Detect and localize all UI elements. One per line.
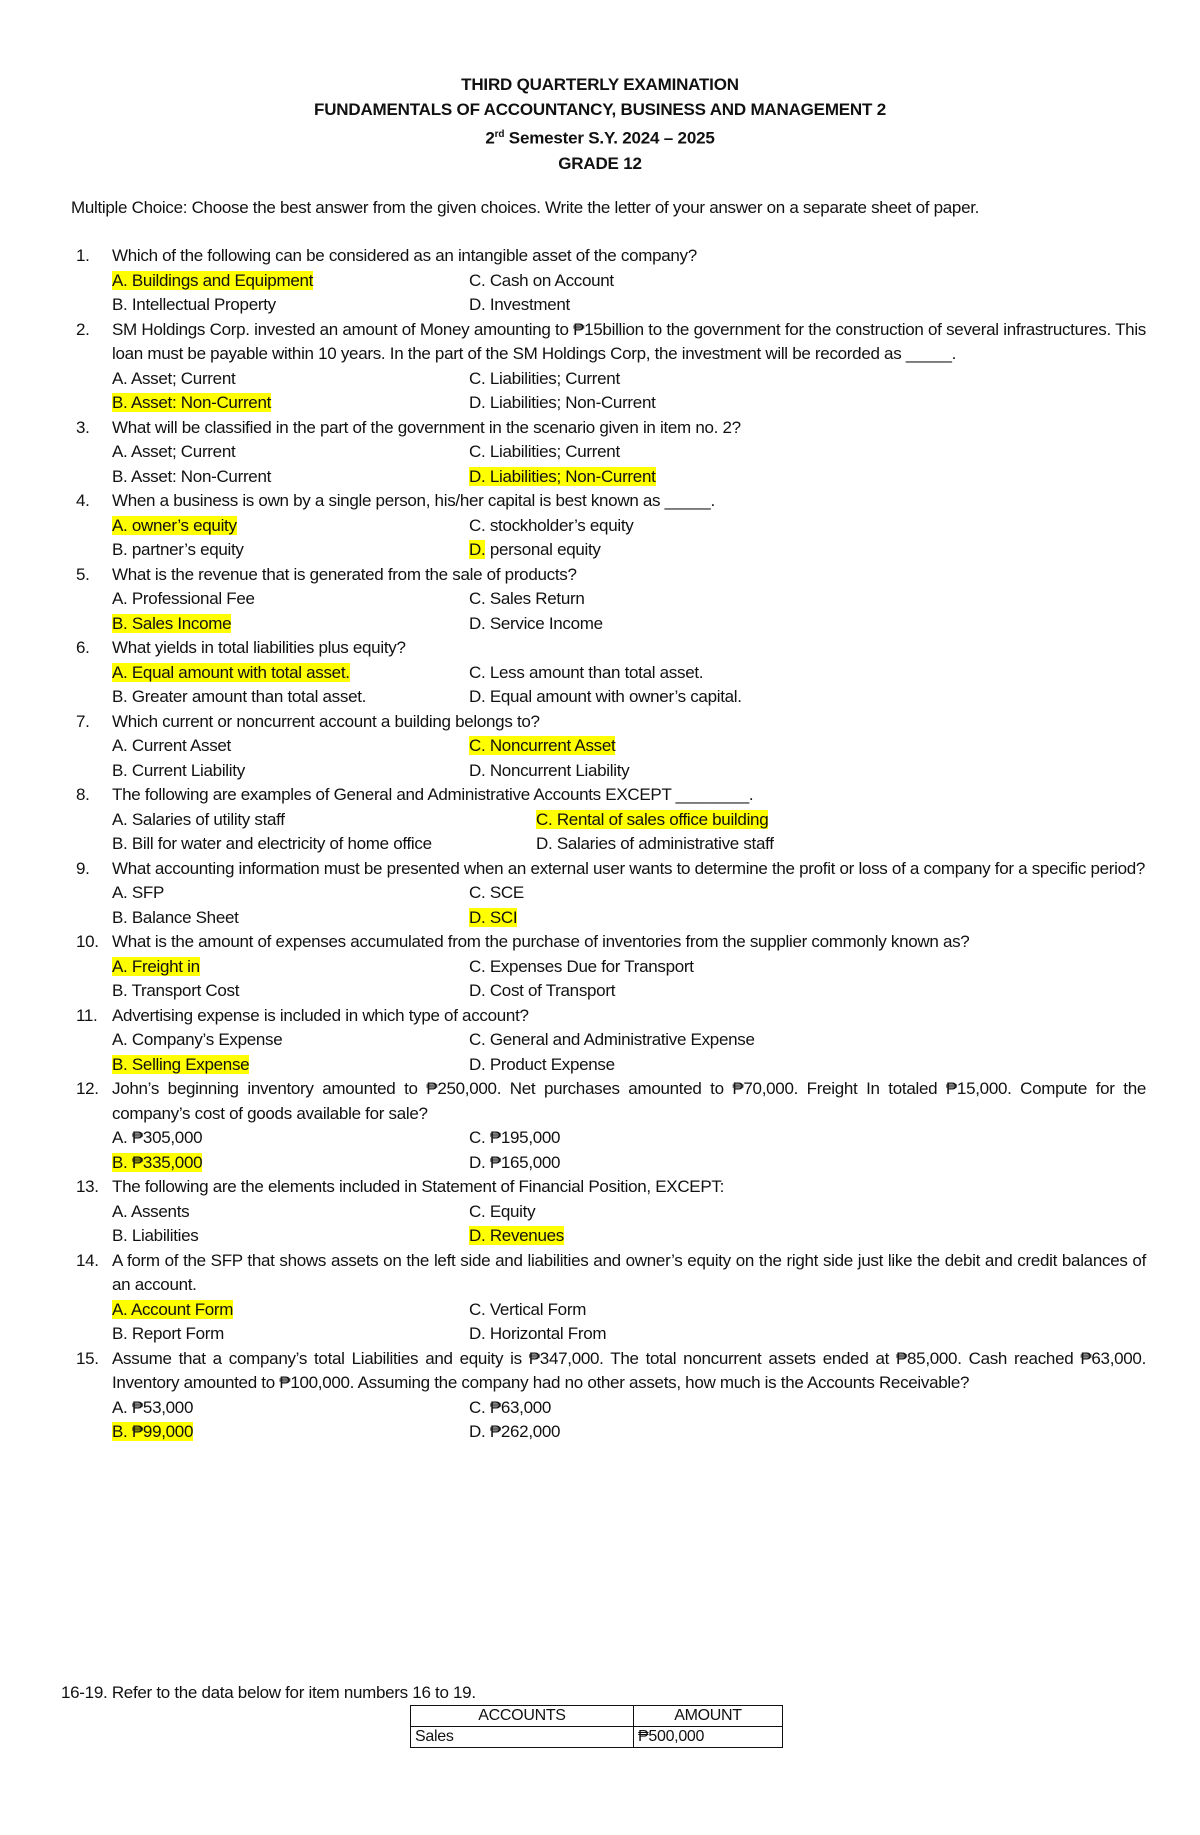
- answer-text: C. Cash on Account: [469, 270, 614, 290]
- answer-text: D. Noncurrent Liability: [469, 760, 630, 780]
- highlighted-answer: B. Asset: Non-Current: [112, 393, 272, 412]
- answer-choice: [469, 587, 1146, 612]
- question-number: 5.: [76, 564, 90, 584]
- answer-choice: [469, 1028, 1146, 1053]
- highlighted-answer: D. SCI: [469, 907, 518, 927]
- answer-choice: [112, 367, 469, 392]
- answer-text: C. stockholder’s equity: [469, 515, 634, 535]
- question-item: [66, 857, 1146, 931]
- answer-text: D. Service Income: [469, 613, 603, 633]
- answer-choice: [469, 685, 1146, 710]
- semester-ordinal: rd: [494, 129, 505, 140]
- answer-text: C. Liabilities; Current: [469, 442, 620, 461]
- answer-choices: [112, 440, 1146, 489]
- question-item: [66, 930, 1146, 1004]
- question-number: 15.: [76, 1348, 99, 1368]
- answer-text: B. Asset: Non-Current: [112, 466, 272, 486]
- question-text: A form of the SFP that shows assets on the left side and liabilities and owner’s equity on the right side just like the debit and credit balances of an account.: [112, 1250, 1146, 1294]
- question-text: Which current or noncurrent account a building belongs to?: [112, 711, 540, 731]
- answer-text: C. Sales Return: [469, 589, 585, 608]
- answer-choice: [469, 1224, 1146, 1249]
- answer-choice: [112, 465, 469, 490]
- answer-choice: [112, 832, 536, 857]
- question-text: What will be classified in the part of the government in the scenario given in item no. 2?: [112, 417, 741, 437]
- question-item: [66, 244, 1146, 318]
- answer-choice: [469, 1298, 1146, 1323]
- answer-text: A. Professional Fee: [112, 589, 255, 608]
- question-number: 4.: [76, 491, 90, 510]
- answer-choice: [469, 955, 1146, 980]
- question-list: [66, 244, 1146, 1445]
- answer-choice: [112, 514, 469, 539]
- question-number: 6.: [76, 638, 90, 657]
- answer-text: B. partner’s equity: [112, 540, 244, 559]
- answer-choices: [112, 1396, 1146, 1445]
- answer-choice: [469, 465, 1146, 490]
- answer-choices: [112, 367, 1146, 416]
- answer-text: A. ₱53,000: [112, 1397, 194, 1417]
- answer-text: C. SCE: [469, 883, 524, 902]
- question-text: What is the revenue that is generated from the sale of products?: [112, 564, 577, 584]
- answer-choice: [469, 440, 1146, 465]
- table-cell-account: Sales: [411, 1727, 634, 1748]
- semester-number: 2: [485, 128, 495, 148]
- answer-choice: [112, 661, 469, 686]
- answer-choice: [112, 1224, 469, 1249]
- answer-text: D. Investment: [469, 295, 570, 314]
- answer-choice: [536, 832, 1146, 857]
- subject-title: FUNDAMENTALS OF ACCOUNTANCY, BUSINESS AND MANAGEMENT 2: [314, 100, 886, 119]
- answer-choice: [536, 808, 1146, 833]
- column-header-amount: AMOUNT: [634, 1706, 783, 1727]
- answer-choices: [112, 1298, 1146, 1347]
- answer-choice: [112, 538, 469, 563]
- question-text: The following are the elements included in Statement of Financial Position, EXCEPT:: [112, 1177, 724, 1196]
- answer-choice: [469, 1126, 1146, 1151]
- answer-choice: [469, 1322, 1146, 1347]
- answer-text: D. Liabilities; Non-Current: [469, 393, 656, 412]
- answer-choice: [112, 1396, 469, 1421]
- answer-text: C. Vertical Form: [469, 1299, 587, 1319]
- answer-choices: [112, 808, 1146, 857]
- table-cell-amount: ₱500,000: [634, 1727, 783, 1748]
- answer-choice: [112, 269, 469, 294]
- question-text: Assume that a company’s total Liabilities and equity is ₱347,000. The total noncurrent assets ended at ₱85,000. Cash reached ₱63,000. Inventory amounted to ₱100,000. Assuming the company had no other assets, how much is the Accounts Receivable?: [112, 1348, 1146, 1392]
- question-text: The following are examples of General and Administrative Accounts EXCEPT ________.: [112, 785, 754, 804]
- answer-text-rest: personal equity: [485, 540, 601, 559]
- answer-text: B. Transport Cost: [112, 981, 240, 1000]
- answer-choices: [112, 734, 1146, 783]
- question-number: 14.: [76, 1250, 99, 1270]
- answer-text: C. Expenses Due for Transport: [469, 956, 694, 976]
- answer-text: A. Current Asset: [112, 736, 231, 755]
- answer-choice: [112, 759, 469, 784]
- question-item: [66, 563, 1146, 637]
- question-item: [66, 1004, 1146, 1078]
- highlighted-answer: D. Liabilities; Non-Current: [469, 466, 656, 486]
- answer-choice: [112, 808, 536, 833]
- answer-choice: [469, 759, 1146, 784]
- answer-text: C. Less amount than total asset.: [469, 662, 704, 682]
- answer-choice: [469, 367, 1146, 392]
- question-text: What yields in total liabilities plus equity?: [112, 638, 406, 657]
- highlighted-answer: A. Account Form: [112, 1299, 234, 1319]
- answer-text: D. ₱165,000: [469, 1152, 561, 1172]
- answer-text: D. Salaries of administrative staff: [536, 834, 774, 853]
- answer-choice: [112, 1151, 469, 1176]
- answer-text: B. Report Form: [112, 1324, 224, 1343]
- highlighted-answer: D. Revenues: [469, 1226, 564, 1245]
- question-item: [66, 416, 1146, 490]
- table-header-row: [411, 1706, 783, 1727]
- answer-text: C. Liabilities; Current: [469, 368, 620, 388]
- answer-choice: [469, 538, 1146, 563]
- question-text: Which of the following can be considered as an intangible asset of the company?: [112, 246, 697, 265]
- question-item: [66, 710, 1146, 784]
- highlighted-letter: D.: [469, 540, 486, 559]
- question-number: 10.: [76, 932, 99, 951]
- answer-choice: [469, 1420, 1146, 1445]
- answer-text: A. Asset; Current: [112, 368, 236, 388]
- answer-text: C. ₱63,000: [469, 1397, 552, 1417]
- question-number: 12.: [76, 1079, 99, 1098]
- question-number: 2.: [76, 319, 90, 339]
- highlighted-answer: A. Buildings and Equipment: [112, 270, 314, 290]
- question-number: 1.: [76, 246, 90, 265]
- question-number: 11.: [76, 1005, 98, 1025]
- highlighted-answer: B. ₱99,000: [112, 1422, 194, 1441]
- answer-choices: [112, 881, 1146, 930]
- answer-text: B. Liabilities: [112, 1226, 199, 1245]
- answer-text: A. ₱305,000: [112, 1128, 203, 1147]
- answer-text: D. ₱262,000: [469, 1422, 561, 1441]
- highlighted-answer: C. Noncurrent Asset: [469, 736, 616, 755]
- semester-school-year: Semester S.Y. 2024 – 2025: [504, 128, 715, 148]
- accounts-table: [410, 1705, 783, 1748]
- answer-choice: [469, 1396, 1146, 1421]
- answer-text: [469, 540, 601, 559]
- answer-choice: [112, 391, 469, 416]
- answer-text: D. Horizontal From: [469, 1324, 607, 1343]
- answer-choices: [112, 955, 1146, 1004]
- question-item: [66, 783, 1146, 857]
- answer-choice: [469, 734, 1146, 759]
- answer-text: C. Equity: [469, 1201, 536, 1221]
- answer-text: C. General and Administrative Expense: [469, 1030, 755, 1049]
- reference-note: 16-19. Refer to the data below for item numbers 16 to 19.: [61, 1683, 476, 1702]
- answer-choice: [469, 1053, 1146, 1078]
- answer-choice: [112, 955, 469, 980]
- highlighted-answer: A. Freight in: [112, 956, 200, 976]
- question-number: 8.: [76, 785, 90, 804]
- answer-choices: [112, 1028, 1146, 1077]
- answer-choice: [469, 1200, 1146, 1225]
- question-text: When a business is own by a single person, his/her capital is best known as _____.: [112, 491, 715, 510]
- answer-choice: [469, 979, 1146, 1004]
- answer-choices: [112, 514, 1146, 563]
- question-text: What is the amount of expenses accumulated from the purchase of inventories from the supplier commonly known as?: [112, 932, 970, 951]
- answer-choice: [112, 1126, 469, 1151]
- answer-text: A. Assents: [112, 1201, 190, 1221]
- answer-choice: [112, 1322, 469, 1347]
- answer-choices: [112, 587, 1146, 636]
- answer-choices: [112, 1200, 1146, 1249]
- answer-choice: [112, 906, 469, 931]
- answer-text: A. SFP: [112, 883, 165, 902]
- answer-choice: [112, 293, 469, 318]
- answer-choice: [112, 685, 469, 710]
- answer-choice: [112, 881, 469, 906]
- question-text: Advertising expense is included in which type of account?: [112, 1005, 529, 1025]
- question-number: 3.: [76, 417, 90, 437]
- answer-choice: [469, 612, 1146, 637]
- answer-text: B. Current Liability: [112, 760, 245, 780]
- answer-choices: [112, 269, 1146, 318]
- question-item: [66, 1249, 1146, 1347]
- answer-choice: [469, 269, 1146, 294]
- answer-text: D. Product Expense: [469, 1054, 615, 1074]
- answer-text: A. Salaries of utility staff: [112, 809, 285, 829]
- highlighted-answer: B. Selling Expense: [112, 1054, 250, 1074]
- answer-choice: [112, 1028, 469, 1053]
- table-row: [411, 1727, 783, 1748]
- answer-choice: [469, 906, 1146, 931]
- question-text: John’s beginning inventory amounted to ₱250,000. Net purchases amounted to ₱70,000. Freight In totaled ₱15,000. Compute for the company’s cost of goods available for sale?: [112, 1079, 1146, 1123]
- answer-choice: [469, 881, 1146, 906]
- question-text: What accounting information must be presented when an external user wants to determine the profit or loss of a company for a specific period?: [112, 858, 1146, 878]
- highlighted-answer: A. Equal amount with total asset.: [112, 662, 350, 682]
- answer-choice: [112, 1420, 469, 1445]
- answer-choice: [112, 587, 469, 612]
- semester-line: [0, 122, 1200, 151]
- answer-choice: [112, 440, 469, 465]
- answer-choice: [112, 979, 469, 1004]
- answer-choice: [112, 1200, 469, 1225]
- highlighted-answer: B. Sales Income: [112, 613, 232, 633]
- question-number: 7.: [76, 711, 90, 731]
- question-item: [66, 1077, 1146, 1175]
- answer-text: A. Asset; Current: [112, 442, 236, 461]
- question-item: [66, 1347, 1146, 1445]
- question-number: 9.: [76, 858, 90, 878]
- question-item: [66, 318, 1146, 416]
- instructions: Multiple Choice: Choose the best answer from the given choices. Write the letter of your answer on a separate sheet of paper.: [71, 198, 980, 217]
- answer-text: D. Equal amount with owner’s capital.: [469, 687, 742, 706]
- answer-choice: [469, 514, 1146, 539]
- question-text: SM Holdings Corp. invested an amount of Money amounting to ₱15billion to the government for the construction of several infrastructures. This loan must be payable within 10 years. In the part of the SM Holdings Corp, the investment will be recorded as _____.: [112, 319, 1146, 363]
- highlighted-answer: B. ₱335,000: [112, 1152, 203, 1172]
- answer-text: D. Cost of Transport: [469, 981, 616, 1000]
- highlighted-answer: C. Rental of sales office building: [536, 809, 769, 829]
- answer-choice: [112, 1298, 469, 1323]
- answer-text: B. Balance Sheet: [112, 907, 239, 927]
- answer-choice: [469, 1151, 1146, 1176]
- answer-choice: [469, 391, 1146, 416]
- answer-choice: [469, 293, 1146, 318]
- question-number: 13.: [76, 1177, 99, 1196]
- answer-choice: [112, 734, 469, 759]
- exam-title: THIRD QUARTERLY EXAMINATION: [461, 75, 739, 94]
- question-item: [66, 1175, 1146, 1249]
- highlighted-answer: A. owner’s equity: [112, 515, 237, 535]
- column-header-accounts: ACCOUNTS: [411, 1706, 634, 1727]
- exam-header: [0, 72, 1200, 176]
- answer-text: B. Greater amount than total asset.: [112, 687, 367, 706]
- answer-choice: [112, 612, 469, 637]
- answer-choices: [112, 1126, 1146, 1175]
- grade-level: GRADE 12: [558, 153, 642, 173]
- answer-choice: [112, 1053, 469, 1078]
- answer-text: C. ₱195,000: [469, 1128, 561, 1147]
- answer-text: B. Bill for water and electricity of home office: [112, 834, 432, 853]
- question-item: [66, 636, 1146, 710]
- answer-choices: [112, 661, 1146, 710]
- answer-choice: [469, 661, 1146, 686]
- question-item: [66, 489, 1146, 563]
- answer-text: B. Intellectual Property: [112, 295, 276, 314]
- answer-text: A. Company’s Expense: [112, 1030, 283, 1049]
